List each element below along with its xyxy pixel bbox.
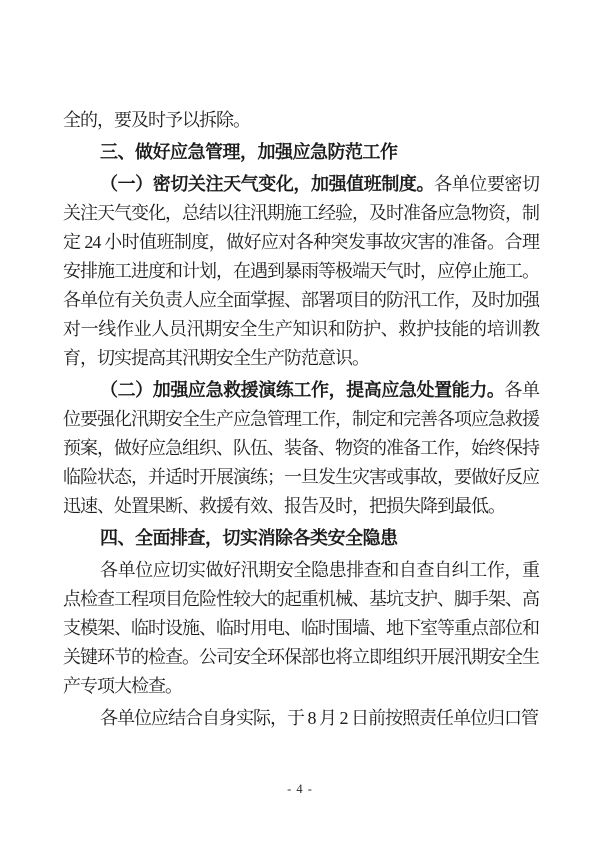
paragraph-deadline: 各单位应结合自身实际，于 8 月 2 日前按照责任单位归口管 — [100, 708, 538, 728]
paragraph-item-1 — [63, 170, 539, 373]
paragraph-item-2 — [63, 376, 539, 521]
page-number: - 4 - — [287, 782, 313, 796]
item-2-text: 各单位要强化汛期安全生产应急管理工作，制定和完善各项应急救援预案，做好应急组织、队伍、装备、物资的准备工作，始终保持临险状态，并适时开展演练；一旦发生灾害或事故，要做好反应迅速、处置果断、救援有效、报告及时，把损失降到最低。 — [63, 380, 540, 516]
paragraph-inspection: 各单位应切实做好汛期安全隐患排查和自查自纠工作，重点检查工程项目危险性较大的起重机械、基坑支护、脚手架、高支模架、临时设施、临时用电、临时围墙、地下室等重点部位和关键环节的检查。公司安全环保部也将立即组织开展汛期安全生产专项大检查。 — [63, 560, 539, 696]
paragraph-continuation: 全的，要及时予以拆除。 — [63, 110, 250, 130]
item-2-lead: （二）加强应急救援演练工作，提高应急处置能力。 — [100, 380, 505, 400]
item-1-text: 各单位要密切关注天气变化，总结以往汛期施工经验，及时准备应急物资，制定 24 小时值班制度，做好应对各种突发事故灾害的准备。合理安排施工进度和计划，在遇到暴雨等极端天气时，应停止施工。各单位有关负责人应全面掌握、部署项目的防汛工作，及时加强对一线作业人员汛期安全生产知识和防护、救护技能的培训教育，切实提高其汛期安全生产防范意识。 — [63, 174, 540, 368]
document-body — [63, 106, 539, 733]
section-heading-3: 三、做好应急管理，加强应急防范工作 — [100, 142, 398, 162]
section-heading-4: 四、全面排查，切实消除各类安全隐患 — [100, 528, 398, 548]
item-1-lead: （一）密切关注天气变化，加强值班制度。 — [100, 174, 435, 194]
